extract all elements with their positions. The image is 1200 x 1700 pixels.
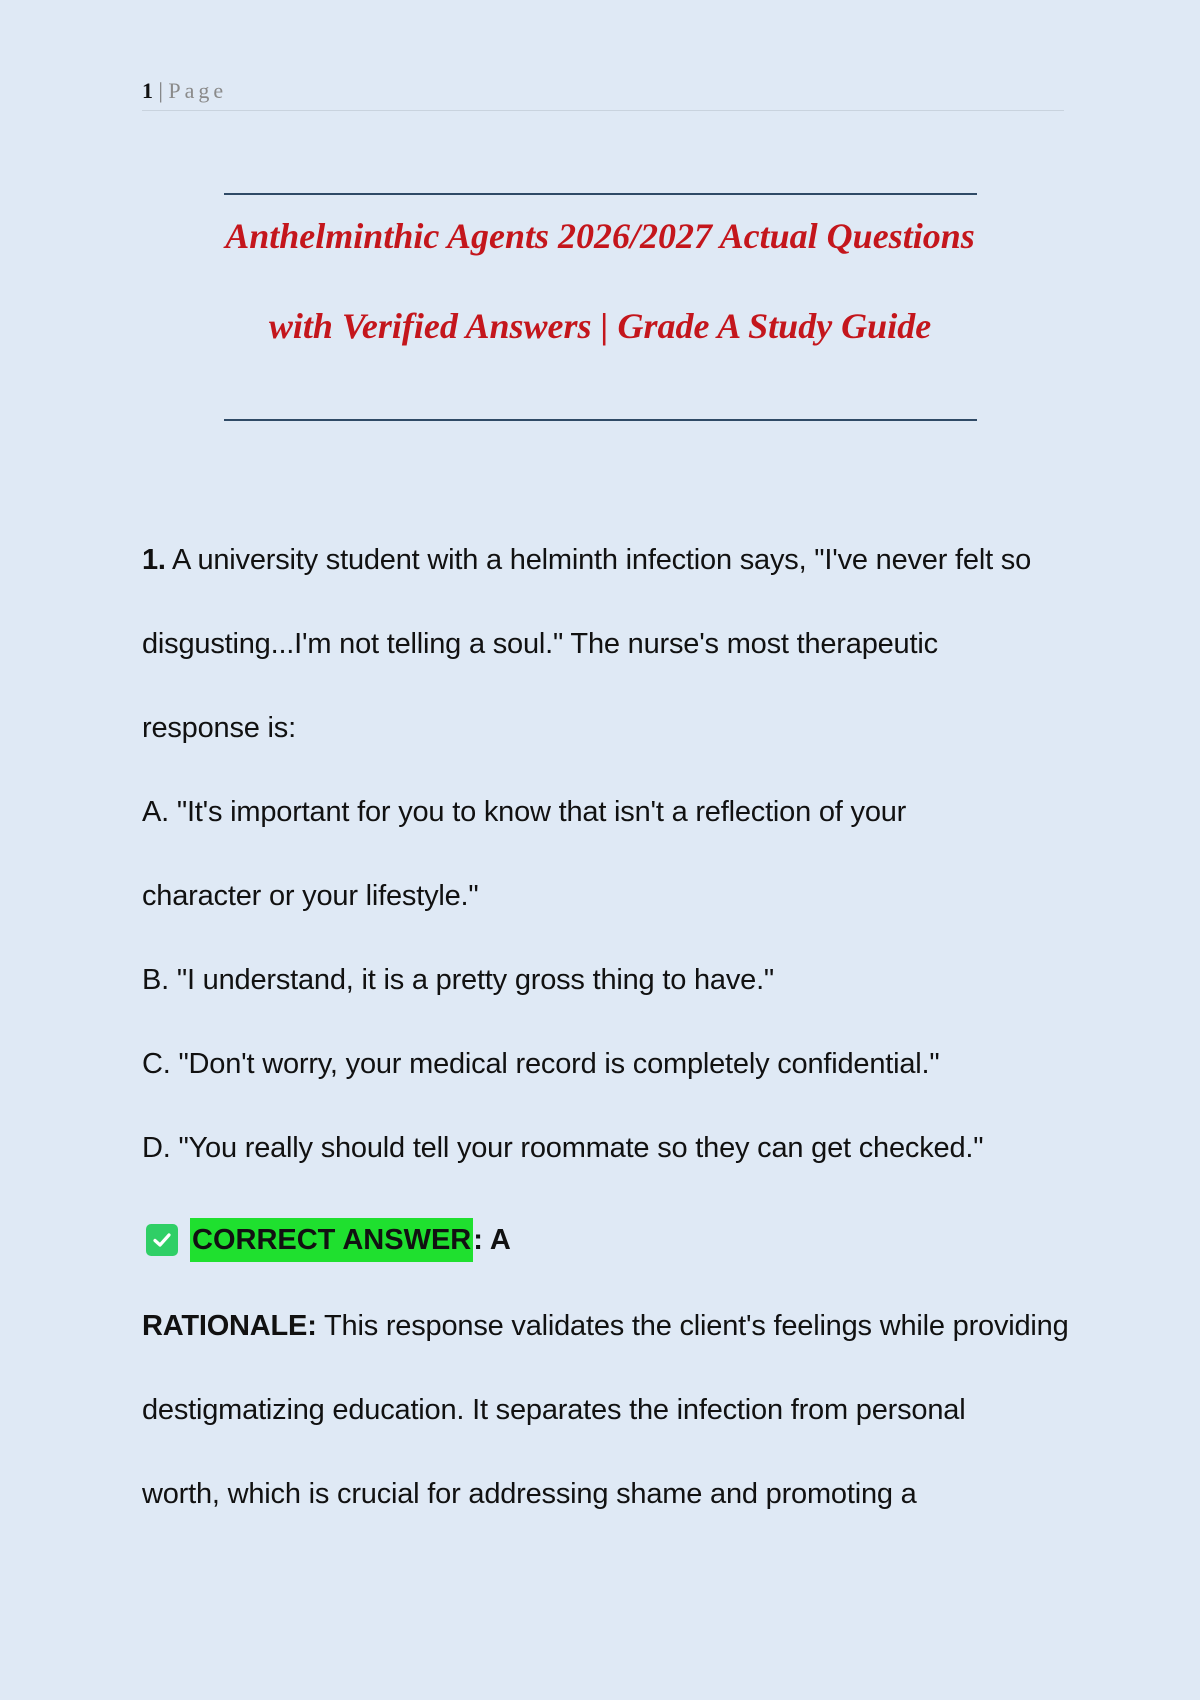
option-a-line: A. "It's important for you to know that isn't a reflection of your: [142, 796, 907, 828]
check-box-icon: [146, 1224, 178, 1256]
option-b: B. "I understand, it is a pretty gross thing to have.": [142, 964, 775, 996]
question-stem-line: response is:: [142, 712, 296, 744]
title-bottom-rule: [224, 419, 977, 421]
rationale-line: destigmatizing education. It separates the infection from personal: [142, 1394, 966, 1426]
question-stem-line: [142, 544, 1031, 577]
correct-answer-row: [146, 1218, 511, 1262]
option-a-continued: character or your lifestyle.": [142, 880, 479, 912]
rationale-text: This response validates the client's feelings while providing: [316, 1310, 1069, 1342]
title-top-rule: [224, 193, 977, 195]
option-c: C. "Don't worry, your medical record is completely confidential.": [142, 1048, 940, 1080]
question-number: 1.: [142, 544, 166, 576]
rationale-label: RATIONALE:: [142, 1310, 317, 1342]
page-number: 1: [142, 78, 153, 103]
correct-answer-label: CORRECT ANSWER: [190, 1218, 473, 1262]
document-title-line-2: with Verified Answers | Grade A Study Guide: [268, 306, 932, 346]
rationale-line: worth, which is crucial for addressing shame and promoting a: [142, 1478, 917, 1510]
option-d: D. "You really should tell your roommate so they can get checked.": [142, 1132, 984, 1164]
rationale-line: [142, 1310, 1069, 1343]
question-stem-text: A university student with a helminth infection says, "I've never felt so: [165, 544, 1032, 576]
page-word: Page: [168, 78, 228, 103]
question-stem-line: disgusting...I'm not telling a soul." The nurse's most therapeutic: [142, 628, 938, 660]
page-separator: |: [153, 78, 169, 103]
page-header: [142, 78, 1064, 111]
document-title-line-1: Anthelminthic Agents 2026/2027 Actual Questions: [225, 216, 975, 256]
correct-answer-value: : A: [473, 1223, 511, 1256]
